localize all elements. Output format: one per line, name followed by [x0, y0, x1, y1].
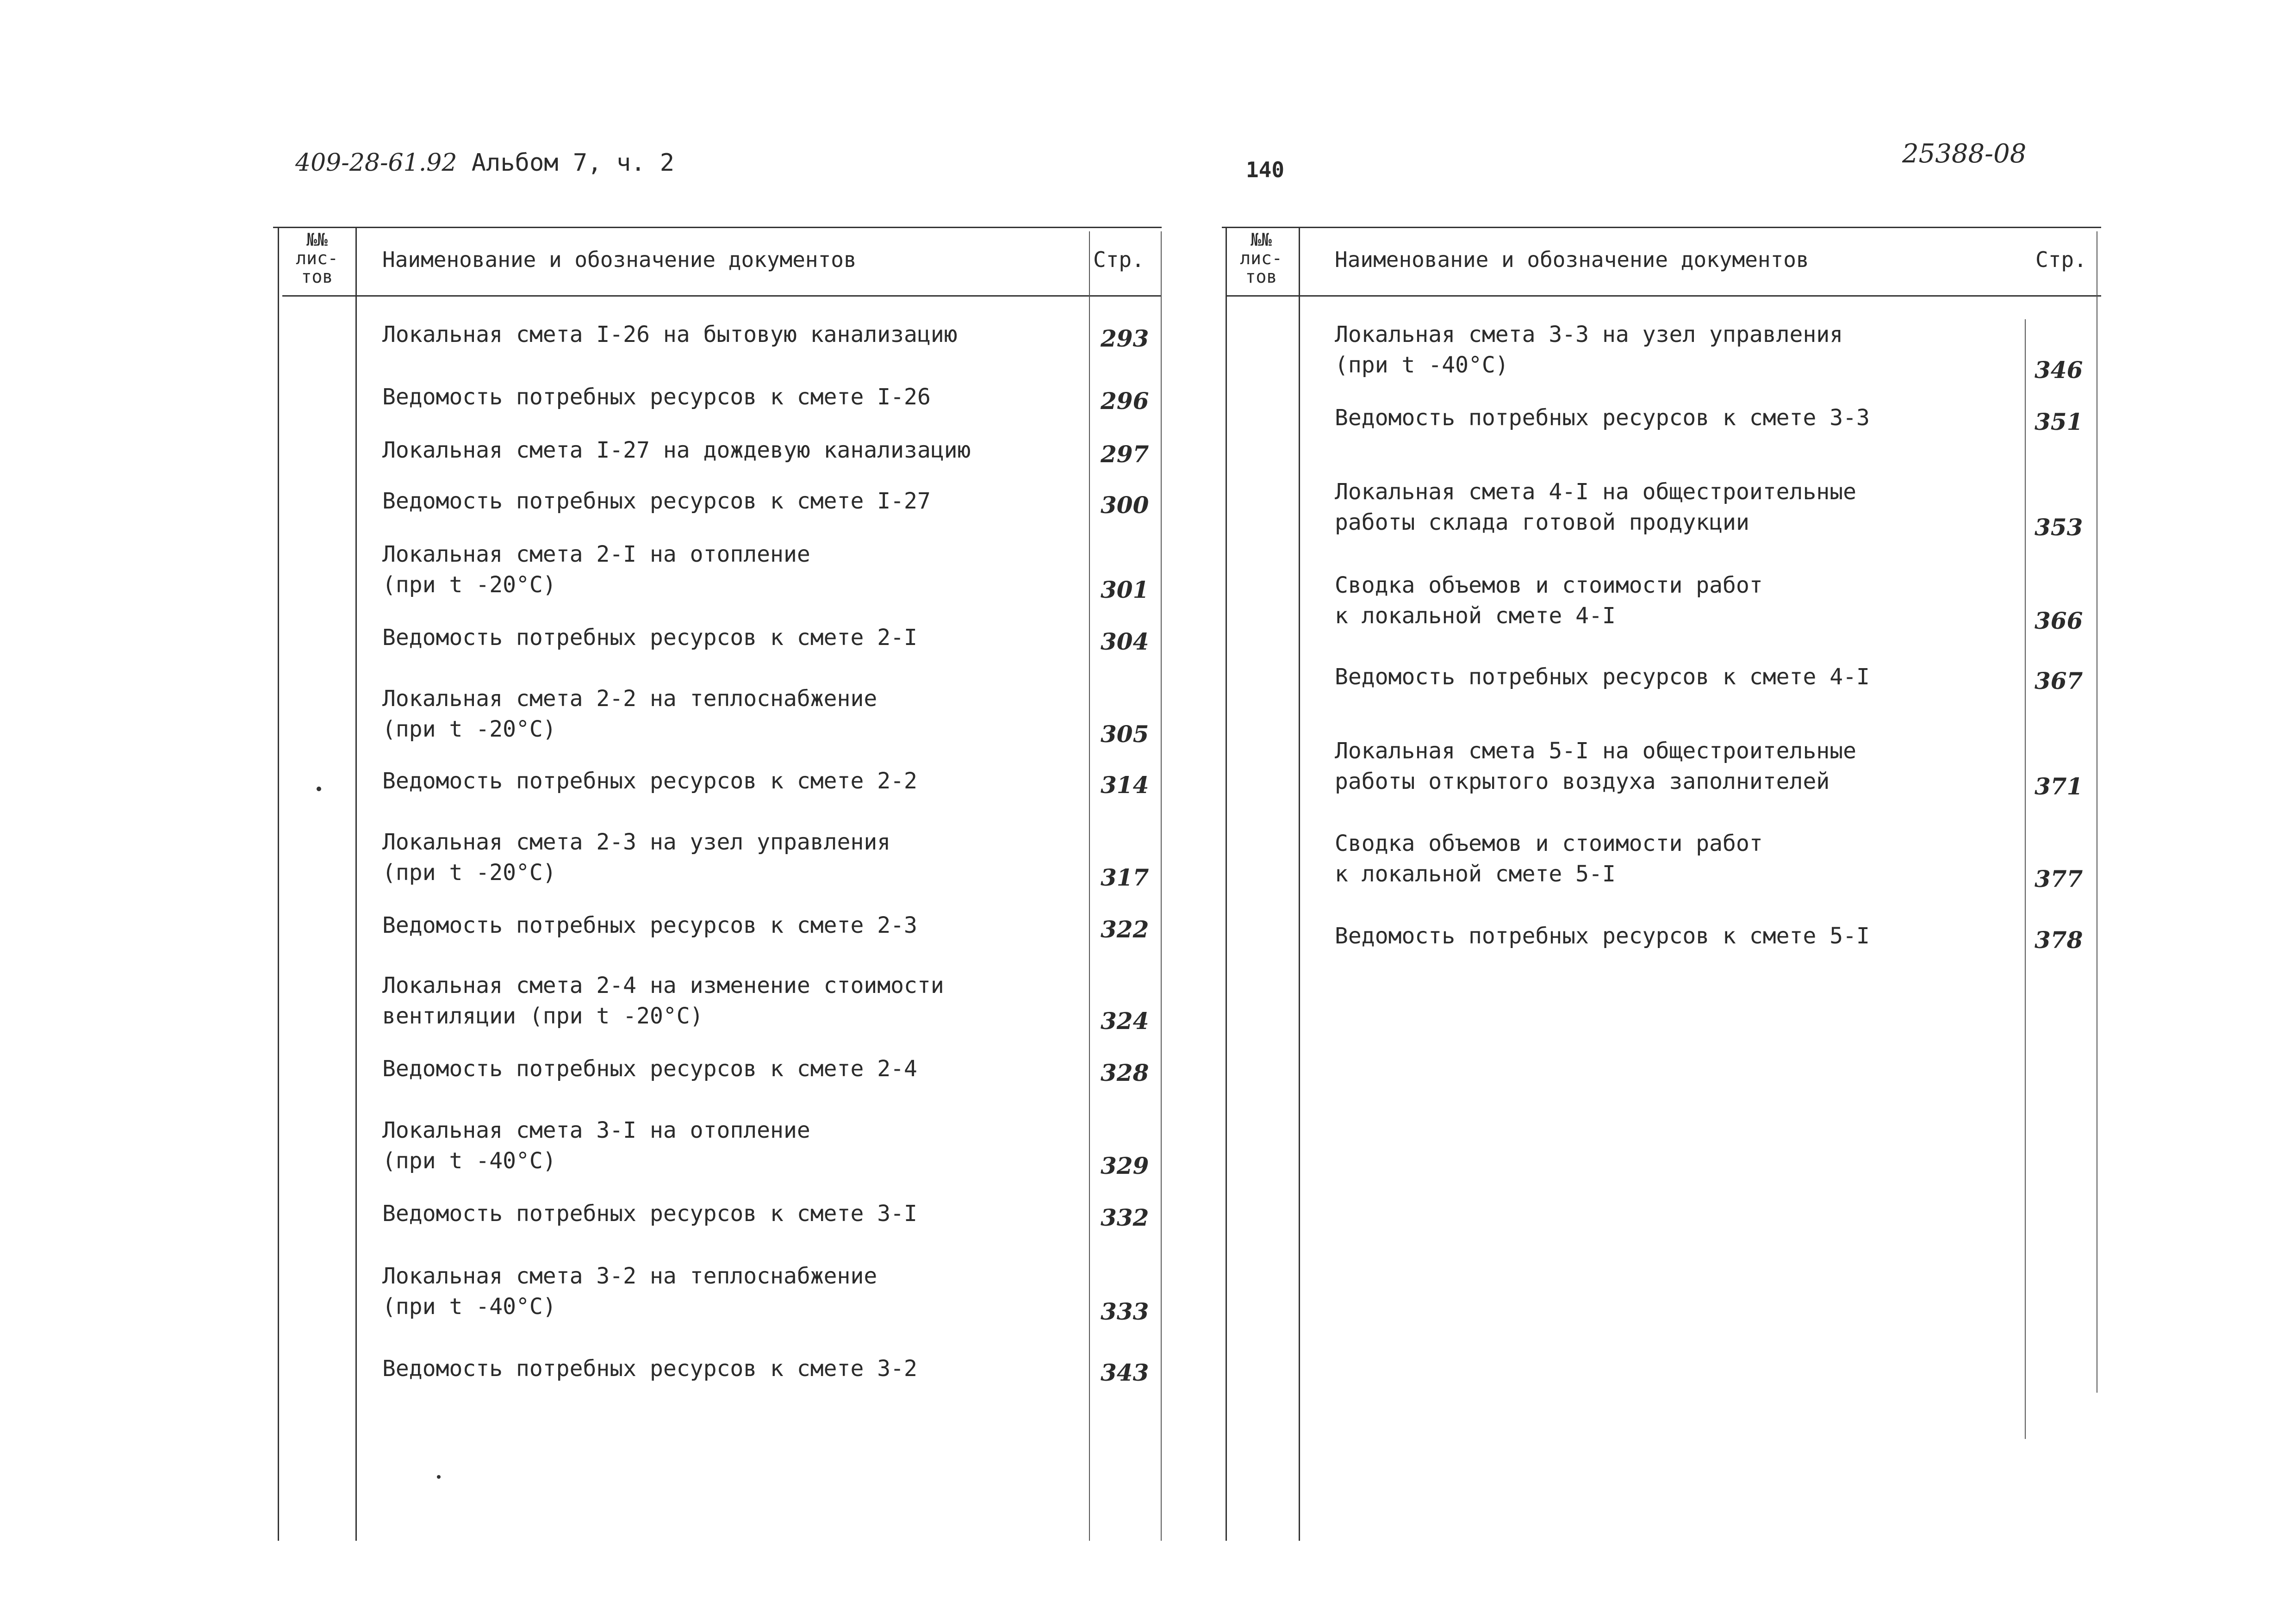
left-entry-page: 332	[1101, 1204, 1149, 1231]
left-header-rule	[282, 295, 1162, 297]
right-num-header	[1231, 230, 1291, 286]
left-entry-line1: Локальная смета 3-I на отопление	[382, 1117, 810, 1143]
right-entry-page: 351	[2035, 408, 2083, 435]
left-entry-line1: Ведомость потребных ресурсов к смете 3-2	[382, 1356, 917, 1382]
right-entry-page: 353	[2035, 514, 2083, 541]
right-entry-page: 366	[2035, 607, 2083, 634]
left-entry-line2: (при t -40°C)	[382, 1294, 556, 1320]
left-entry-page: 333	[1101, 1298, 1149, 1325]
left-entry-page: 305	[1101, 720, 1149, 748]
left-entry-line1: Ведомость потребных ресурсов к смете I-26	[382, 384, 931, 410]
left-entry-page: 296	[1101, 387, 1149, 415]
left-entry-line1: Ведомость потребных ресурсов к смете 2-I	[382, 625, 917, 651]
right-top-rule	[1222, 227, 2101, 228]
left-num-header-line3: тов	[301, 267, 333, 287]
right-entry-line1: Сводка объемов и стоимости работ	[1335, 572, 1763, 598]
left-entry-line1: Локальная смета 3-2 на теплоснабжение	[382, 1263, 877, 1289]
right-num-header-line3: тов	[1245, 267, 1277, 287]
left-entry-page: 304	[1101, 628, 1149, 655]
right-header-rule	[1226, 295, 2101, 297]
left-entry-page: 322	[1101, 916, 1149, 943]
left-top-rule	[273, 227, 1162, 228]
right-num-header-line2: лис-	[1240, 248, 1282, 268]
left-entry-line1: Ведомость потребных ресурсов к смете 2-4	[382, 1056, 917, 1082]
right-page-divider	[2025, 319, 2026, 1439]
right-entry-line2: к локальной смете 4-I	[1335, 603, 1616, 629]
left-entry-line1: Локальная смета 2-I на отопление	[382, 541, 810, 567]
right-entry-page: 377	[2035, 865, 2083, 893]
right-entry-page: 367	[2035, 667, 2083, 694]
album-label: Альбом 7, ч. 2	[471, 149, 675, 177]
right-entry-line1: Сводка объемов и стоимости работ	[1335, 831, 1763, 856]
right-entry-line1: Ведомость потребных ресурсов к смете 4-I	[1335, 664, 1870, 690]
left-entry-line1: Ведомость потребных ресурсов к смете 3-I	[382, 1201, 917, 1227]
right-entry-line2: к локальной смете 5-I	[1335, 861, 1616, 887]
right-entry-page: 346	[2035, 356, 2083, 384]
left-entry-page: 300	[1101, 491, 1149, 519]
right-num-divider	[1299, 227, 1300, 1541]
left-entry-page: 328	[1101, 1059, 1149, 1086]
right-entry-line1: Ведомость потребных ресурсов к смете 5-I	[1335, 923, 1870, 949]
left-num-divider	[355, 227, 357, 1541]
left-entry-page: 317	[1101, 864, 1149, 891]
left-page-divider	[1089, 231, 1090, 1541]
left-entry-page: 293	[1101, 325, 1149, 352]
right-outer-border	[1226, 227, 1227, 1541]
left-entry-page: 314	[1101, 771, 1149, 799]
document-number: 25388-08	[1902, 139, 2027, 169]
left-entry-page: 329	[1101, 1152, 1149, 1179]
stray-mark	[317, 787, 321, 791]
left-entry-page: 297	[1101, 440, 1149, 468]
left-entry-line2: (при t -40°C)	[382, 1148, 556, 1174]
left-entry-line1: Локальная смета I-27 на дождевую канализацию	[382, 437, 971, 463]
left-entry-line1: Локальная смета 2-3 на узел управления	[382, 829, 891, 855]
left-entry-line2: (при t -20°C)	[382, 572, 556, 598]
left-name-header: Наименование и обозначение документов	[382, 247, 857, 272]
right-entry-line1: Локальная смета 5-I на общестроительные	[1335, 738, 1857, 764]
left-entry-line2: (при t -20°C)	[382, 716, 556, 742]
album-header	[295, 149, 674, 177]
stray-mark	[437, 1475, 441, 1479]
left-entry-line1: Ведомость потребных ресурсов к смете 2-3	[382, 912, 917, 938]
right-entry-line1: Ведомость потребных ресурсов к смете 3-3	[1335, 405, 1870, 431]
left-entry-line2: вентиляции (при t -20°C)	[382, 1003, 703, 1029]
right-entry-line2: (при t -40°C)	[1335, 352, 1509, 378]
album-code: 409-28-61.92	[295, 149, 457, 177]
left-num-header-line1: №№	[306, 229, 328, 250]
right-entry-page: 378	[2035, 926, 2083, 954]
right-page-header: Стр.	[2035, 247, 2087, 272]
left-outer-border	[278, 227, 279, 1541]
left-entry-line2: (при t -20°C)	[382, 860, 556, 886]
right-name-header: Наименование и обозначение документов	[1335, 247, 1809, 272]
right-entry-page: 371	[2035, 773, 2083, 800]
left-entry-line1: Локальная смета I-26 на бытовую канализацию	[382, 322, 958, 347]
left-entry-line1: Локальная смета 2-2 на теплоснабжение	[382, 686, 877, 712]
right-entry-line1: Локальная смета 4-I на общестроительные	[1335, 479, 1857, 505]
left-entry-line1: Ведомость потребных ресурсов к смете 2-2	[382, 768, 917, 794]
left-num-header-line2: лис-	[296, 248, 338, 268]
left-page-header: Стр.	[1093, 247, 1145, 272]
right-entry-line1: Локальная смета 3-3 на узел управления	[1335, 322, 1843, 347]
left-num-header	[287, 230, 347, 286]
left-entry-line1: Локальная смета 2-4 на изменение стоимости	[382, 973, 944, 998]
left-entry-page: 343	[1101, 1359, 1149, 1386]
left-entry-line1: Ведомость потребных ресурсов к смете I-27	[382, 488, 931, 514]
right-entry-line2: работы склада готовой продукции	[1335, 509, 1749, 535]
page-number: 140	[1246, 157, 1285, 182]
right-entry-line2: работы открытого воздуха заполнителей	[1335, 769, 1830, 794]
left-right-border	[1161, 231, 1162, 1541]
right-num-header-line1: №№	[1251, 229, 1272, 250]
left-entry-page: 324	[1101, 1007, 1149, 1035]
left-entry-page: 301	[1101, 576, 1149, 603]
